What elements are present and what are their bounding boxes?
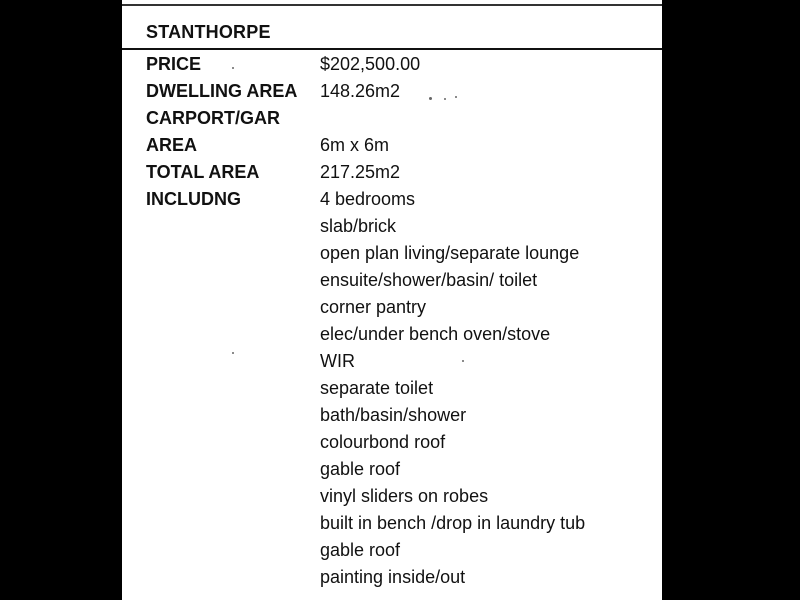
row-label: AREA bbox=[146, 135, 198, 155]
row-value: $202,500.00 bbox=[320, 54, 421, 74]
row-dwelling-area bbox=[122, 81, 662, 108]
row-inclusion bbox=[122, 216, 662, 243]
row-value: slab/brick bbox=[320, 216, 397, 236]
row-inclusion bbox=[122, 297, 662, 324]
row-price bbox=[122, 54, 662, 81]
scan-speck bbox=[232, 352, 234, 354]
row-inclusion bbox=[122, 378, 662, 405]
row-inclusion bbox=[122, 432, 662, 459]
scan-speck bbox=[462, 360, 464, 362]
row-label: CARPORT/GAR bbox=[146, 108, 280, 128]
row-inclusion bbox=[122, 351, 662, 378]
row-value: separate toilet bbox=[320, 378, 434, 398]
row-inclusion bbox=[122, 405, 662, 432]
row-label: DWELLING AREA bbox=[146, 81, 298, 101]
row-inclusion bbox=[122, 567, 662, 594]
row-inclusion bbox=[122, 324, 662, 351]
row-value: built in bench /drop in laundry tub bbox=[320, 513, 586, 533]
scan-speck bbox=[455, 96, 457, 98]
document-title: STANTHORPE bbox=[146, 22, 271, 42]
row-inclusion bbox=[122, 513, 662, 540]
row-value: gable roof bbox=[320, 540, 401, 560]
row-inclusion bbox=[122, 540, 662, 567]
row-value: 217.25m2 bbox=[320, 162, 401, 182]
row-value: 148.26m2 bbox=[320, 81, 401, 101]
row-value: corner pantry bbox=[320, 297, 427, 317]
row-including bbox=[122, 189, 662, 216]
row-value: bath/basin/shower bbox=[320, 405, 467, 425]
row-value: WIR bbox=[320, 351, 355, 371]
row-inclusion bbox=[122, 459, 662, 486]
row-label: TOTAL AREA bbox=[146, 162, 260, 182]
row-value: open plan living/separate lounge bbox=[320, 243, 580, 263]
row-value: gable roof bbox=[320, 459, 401, 479]
row-value: painting inside/out bbox=[320, 567, 466, 587]
header-row bbox=[122, 6, 662, 50]
row-label: PRICE bbox=[146, 54, 202, 74]
row-total-area bbox=[122, 162, 662, 189]
row-value: elec/under bench oven/stove bbox=[320, 324, 551, 344]
scan-speck bbox=[232, 67, 234, 69]
row-inclusion bbox=[122, 243, 662, 270]
row-area bbox=[122, 135, 662, 162]
row-label: INCLUDNG bbox=[146, 189, 241, 209]
row-inclusion bbox=[122, 486, 662, 513]
row-value: ensuite/shower/basin/ toilet bbox=[320, 270, 538, 290]
row-value: 4 bedrooms bbox=[320, 189, 416, 209]
scan-speck bbox=[429, 97, 432, 100]
row-value: vinyl sliders on robes bbox=[320, 486, 489, 506]
row-carport-gar bbox=[122, 108, 662, 135]
row-value: 6m x 6m bbox=[320, 135, 390, 155]
document-page bbox=[120, 0, 664, 600]
row-inclusion bbox=[122, 270, 662, 297]
row-value: colourbond roof bbox=[320, 432, 446, 452]
scan-speck bbox=[444, 98, 446, 100]
